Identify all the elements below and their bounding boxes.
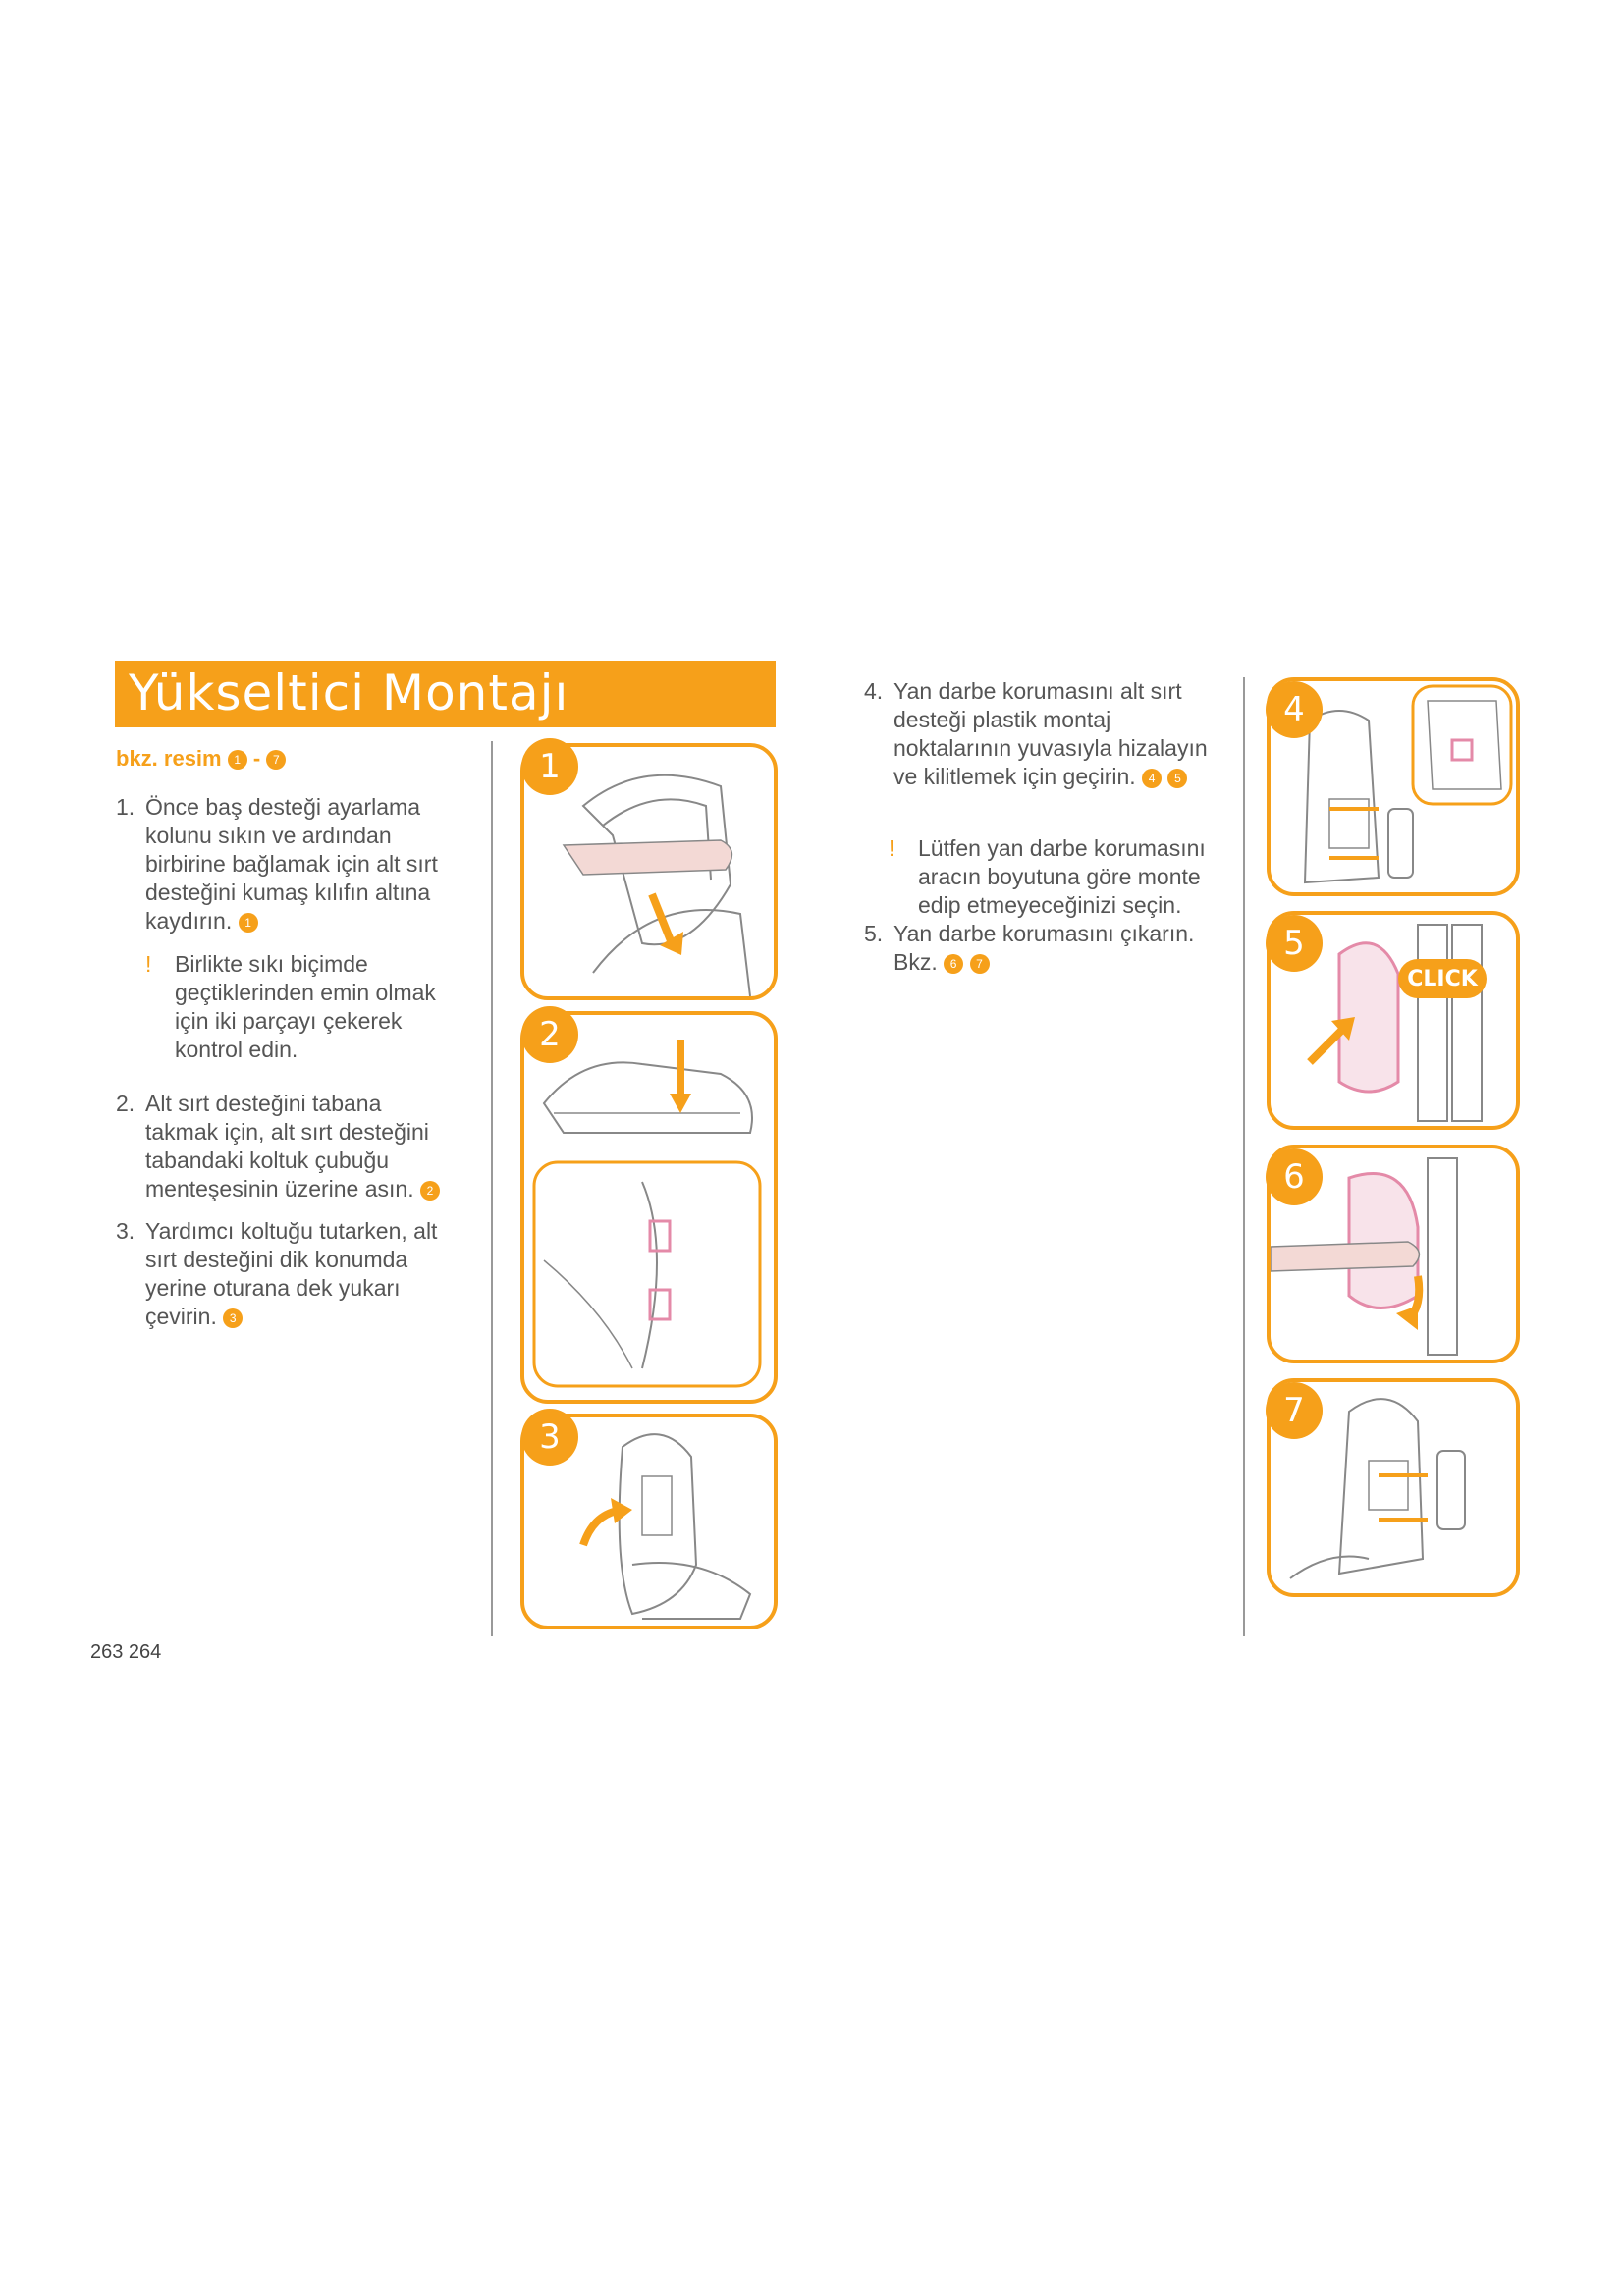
figure-reference bbox=[116, 746, 286, 772]
figure-1-badge: 1 bbox=[521, 738, 578, 795]
warning-icon: ! bbox=[145, 951, 152, 977]
figure-6-badge: 6 bbox=[1266, 1148, 1323, 1205]
figure-ref-badge: 6 bbox=[944, 954, 963, 974]
step-5 bbox=[864, 920, 1227, 977]
ref-sep: - bbox=[252, 746, 261, 771]
step-number: 1. bbox=[116, 794, 135, 820]
click-label: CLICK bbox=[1407, 967, 1478, 991]
figure-4-badge: 4 bbox=[1266, 681, 1323, 738]
ref-to-badge: 7 bbox=[266, 750, 286, 770]
figure-ref-badge: 7 bbox=[970, 954, 990, 974]
warning-icon: ! bbox=[889, 835, 895, 861]
ref-prefix: bkz. resim bbox=[116, 746, 222, 771]
step-text: Yan darbe korumasını alt sırt desteği plastik montaj noktalarının yuvasıyla hizalayın ve kilitlemek için geçirin. bbox=[893, 678, 1208, 789]
figure-ref-badge: 2 bbox=[420, 1181, 440, 1201]
figure-ref-badge: 3 bbox=[223, 1308, 243, 1328]
step-number: 4. bbox=[864, 678, 884, 704]
warning-1 bbox=[145, 950, 460, 1064]
step-text: Yardımcı koltuğu tutarken, alt sırt desteğini dik konumda yerine oturana dek yukarı çevirin. bbox=[145, 1218, 438, 1329]
page-numbers: 263 264 bbox=[90, 1641, 162, 1663]
warning-text: Lütfen yan darbe korumasını aracın boyutuna göre monte edip etmeyeceğinizi seçin. bbox=[918, 835, 1206, 918]
step-1 bbox=[116, 793, 460, 935]
figure-ref-badge: 4 bbox=[1142, 769, 1162, 788]
section-title: Yükseltici Montajı bbox=[129, 665, 569, 721]
step-number: 3. bbox=[116, 1218, 135, 1244]
step-number: 5. bbox=[864, 921, 884, 946]
figure-2-panel bbox=[520, 1011, 778, 1404]
figure-7-badge: 7 bbox=[1266, 1382, 1323, 1439]
figure-2-illustration bbox=[524, 1015, 774, 1400]
step-2 bbox=[116, 1090, 460, 1203]
step-4 bbox=[864, 677, 1208, 791]
step-text: Önce baş desteği ayarlama kolunu sıkın ve ardından birbirine bağlamak için alt sırt desteğini kumaş kılıfın altına kaydırın. bbox=[145, 794, 438, 934]
step-text: Yan darbe korumasını çıkarın. Bkz. bbox=[893, 921, 1195, 975]
column-divider bbox=[1243, 677, 1245, 1636]
step-text: Alt sırt desteğini tabana takmak için, alt sırt desteğini tabandaki koltuk çubuğu menteşesinin üzerine asın. bbox=[145, 1091, 429, 1201]
figure-2-badge: 2 bbox=[521, 1006, 578, 1063]
step-3 bbox=[116, 1217, 460, 1331]
warning-2 bbox=[889, 834, 1213, 920]
ref-from-badge: 1 bbox=[228, 750, 247, 770]
figure-ref-badge: 5 bbox=[1167, 769, 1187, 788]
warning-text: Birlikte sıkı biçimde geçtiklerinden emin olmak için iki parçayı çekerek kontrol edin. bbox=[175, 951, 436, 1062]
section-title-bar bbox=[115, 661, 776, 727]
column-divider bbox=[491, 741, 493, 1636]
figure-3-badge: 3 bbox=[521, 1409, 578, 1466]
figure-5-badge: 5 bbox=[1266, 915, 1323, 972]
figure-ref-badge: 1 bbox=[239, 913, 258, 933]
step-number: 2. bbox=[116, 1091, 135, 1116]
